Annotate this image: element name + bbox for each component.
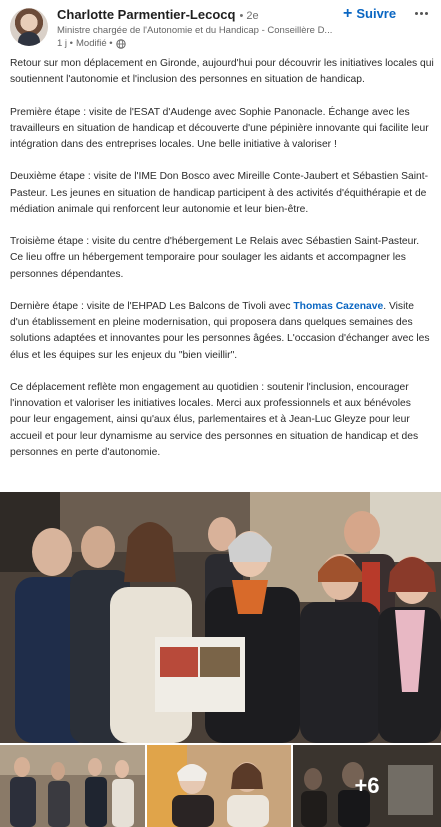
follow-button[interactable] — [343, 6, 396, 21]
post-paragraph: Retour sur mon déplacement en Gironde, aujourd'hui pour découvrir les initiatives locales qui soutiennent l'autonomie et l'inclusion des personnes en situation de handicap. — [10, 58, 434, 86]
author-name-line — [57, 7, 259, 22]
plus-icon: + — [343, 4, 353, 22]
connection-degree: • 2e — [239, 10, 259, 22]
post-paragraph: Première étape : visite de l'ESAT d'Audenge avec Sophie Panonacle. Échange avec les travailleurs en situation de handicap et découverte d'une pépinière innovante qui facilite leur intégration dans des entreprises locales. Une belle initiative à valoriser ! — [10, 106, 429, 150]
follow-label: Suivre — [356, 6, 397, 21]
paragraph-text: Dernière étape : visite de l'EHPAD Les Balcons de Tivoli avec — [10, 300, 294, 312]
more-photos-count: +6 — [293, 745, 441, 827]
post-time: 1 j • — [57, 38, 73, 49]
mention-link[interactable]: Thomas Cazenave — [293, 300, 384, 312]
photo-thumbnail-more[interactable] — [293, 745, 441, 827]
post-paragraph: Deuxième étape : visite de l'IME Don Bosco avec Mireille Conte-Jaubert et Sébastien Saint-Pasteur. Les jeunes en situation de handicap participent à des activités d'équithérapie et de médiation animale qui renforcent leur autonomie et leur bien-être. — [10, 171, 429, 215]
post-text — [10, 56, 434, 477]
author-avatar[interactable] — [10, 8, 48, 46]
photo-thumbnail[interactable] — [147, 745, 291, 827]
post-header — [0, 0, 441, 52]
more-icon[interactable] — [409, 4, 433, 22]
main-photo[interactable] — [0, 492, 441, 743]
photo-thumbnail[interactable] — [0, 745, 145, 827]
post-paragraph: Ce déplacement reflète mon engagement au quotidien : soutenir l'inclusion, encourager l'innovation et valoriser les initiatives locales. Merci aux professionnels et aux bénévoles pour leur engagement, ainsi qu'aux élus, parlementaires et à Jean-Luc Gleyze pour leur accueil et pour leur dynamisme au service des personnes en situation de handicap et des personnes en perte d'autonomie. — [10, 381, 419, 458]
post-paragraph — [10, 299, 434, 364]
paragraph-text: . Visite d'un établissement en pleine modernisation, qui proposera dans quelques semaines des solutions adaptées et innovantes pour les personnes âgées. L'occasion d'échanger avec les élus et les équipes sur les enjeux du "bien vieillir". — [10, 300, 430, 361]
edited-label: Modifié • — [76, 38, 113, 49]
author-name[interactable]: Charlotte Parmentier-Lecocq — [57, 7, 236, 22]
author-headline: Ministre chargée de l'Autonomie et du Handicap - Conseillère D... — [57, 25, 333, 36]
globe-icon — [116, 39, 126, 49]
post-paragraph: Troisième étape : visite du centre d'hébergement Le Relais avec Sébastien Saint-Pasteur. Ce lieu offre un hébergement temporaire pour soulager les aidants et accompagner les personnes dépendantes. — [10, 236, 420, 280]
post-meta — [57, 38, 126, 49]
